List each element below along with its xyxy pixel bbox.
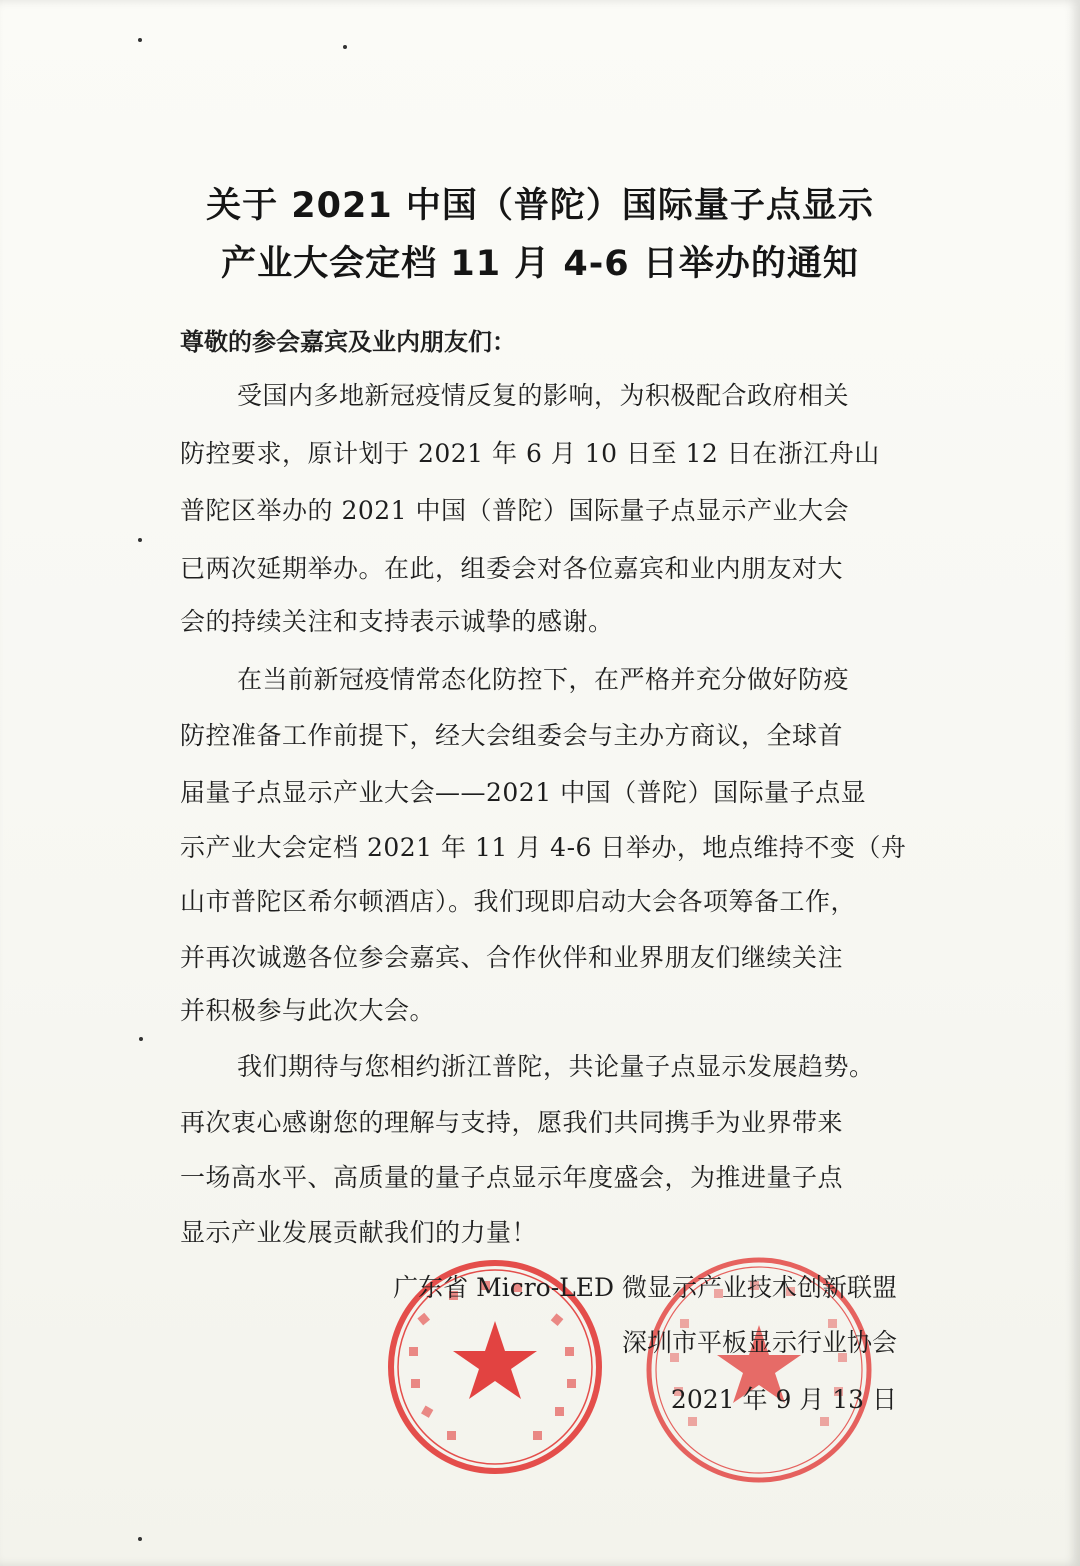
body-line: 会的持续关注和支持表示诚挚的感谢。 [180,607,614,636]
body-line: 普陀区举办的 2021 中国（普陀）国际量子点显示产业大会 [180,496,850,525]
body-line: 示产业大会定档 2021 年 11 月 4-6 日举办，地点维持不变（舟 [180,833,907,862]
body-line: 届量子点显示产业大会——2021 中国（普陀）国际量子点显 [180,778,867,807]
body-line: 已两次延期举办。在此，组委会对各位嘉宾和业内朋友对大 [180,554,844,583]
body-line: 并积极参与此次大会。 [180,996,436,1025]
title-line-1: 关于 2021 中国（普陀）国际量子点显示 [206,186,874,226]
title-line-2: 产业大会定档 11 月 4-6 日举办的通知 [221,244,859,284]
body-line: 我们期待与您相约浙江普陀，共论量子点显示发展趋势。 [237,1052,875,1081]
signature-date: 2021 年 9 月 13 日 [670,1385,897,1414]
body-line: 并再次诚邀各位参会嘉宾、合作伙伴和业界朋友们继续关注 [180,943,844,972]
speck [138,38,142,42]
body-line: 一场高水平、高质量的量子点显示年度盛会，为推进量子点 [180,1163,844,1192]
body-line: 显示产业发展贡献我们的力量！ [180,1218,538,1247]
body-line: 防控要求，原计划于 2021 年 6 月 10 日至 12 日在浙江舟山 [180,439,880,468]
speck [343,45,347,49]
body-line: 防控准备工作前提下，经大会组委会与主办方商议，全球首 [180,721,844,750]
speck [138,538,142,542]
salutation: 尊敬的参会嘉宾及业内朋友们： [180,328,516,356]
body-line: 在当前新冠疫情常态化防控下，在严格并充分做好防疫 [237,665,850,694]
body-line: 再次衷心感谢您的理解与支持，愿我们共同携手为业界带来 [180,1108,844,1137]
signature-org-2: 深圳市平板显示行业协会 [621,1328,897,1357]
signature-org-1: 广东省 Micro-LED 微显示产业技术创新联盟 [393,1273,897,1302]
speck [138,1537,142,1541]
body-line: 山市普陀区希尔顿酒店）。我们现即启动大会各项筹备工作， [180,887,857,916]
speck [139,1037,143,1041]
body-line: 受国内多地新冠疫情反复的影响，为积极配合政府相关 [237,381,850,410]
